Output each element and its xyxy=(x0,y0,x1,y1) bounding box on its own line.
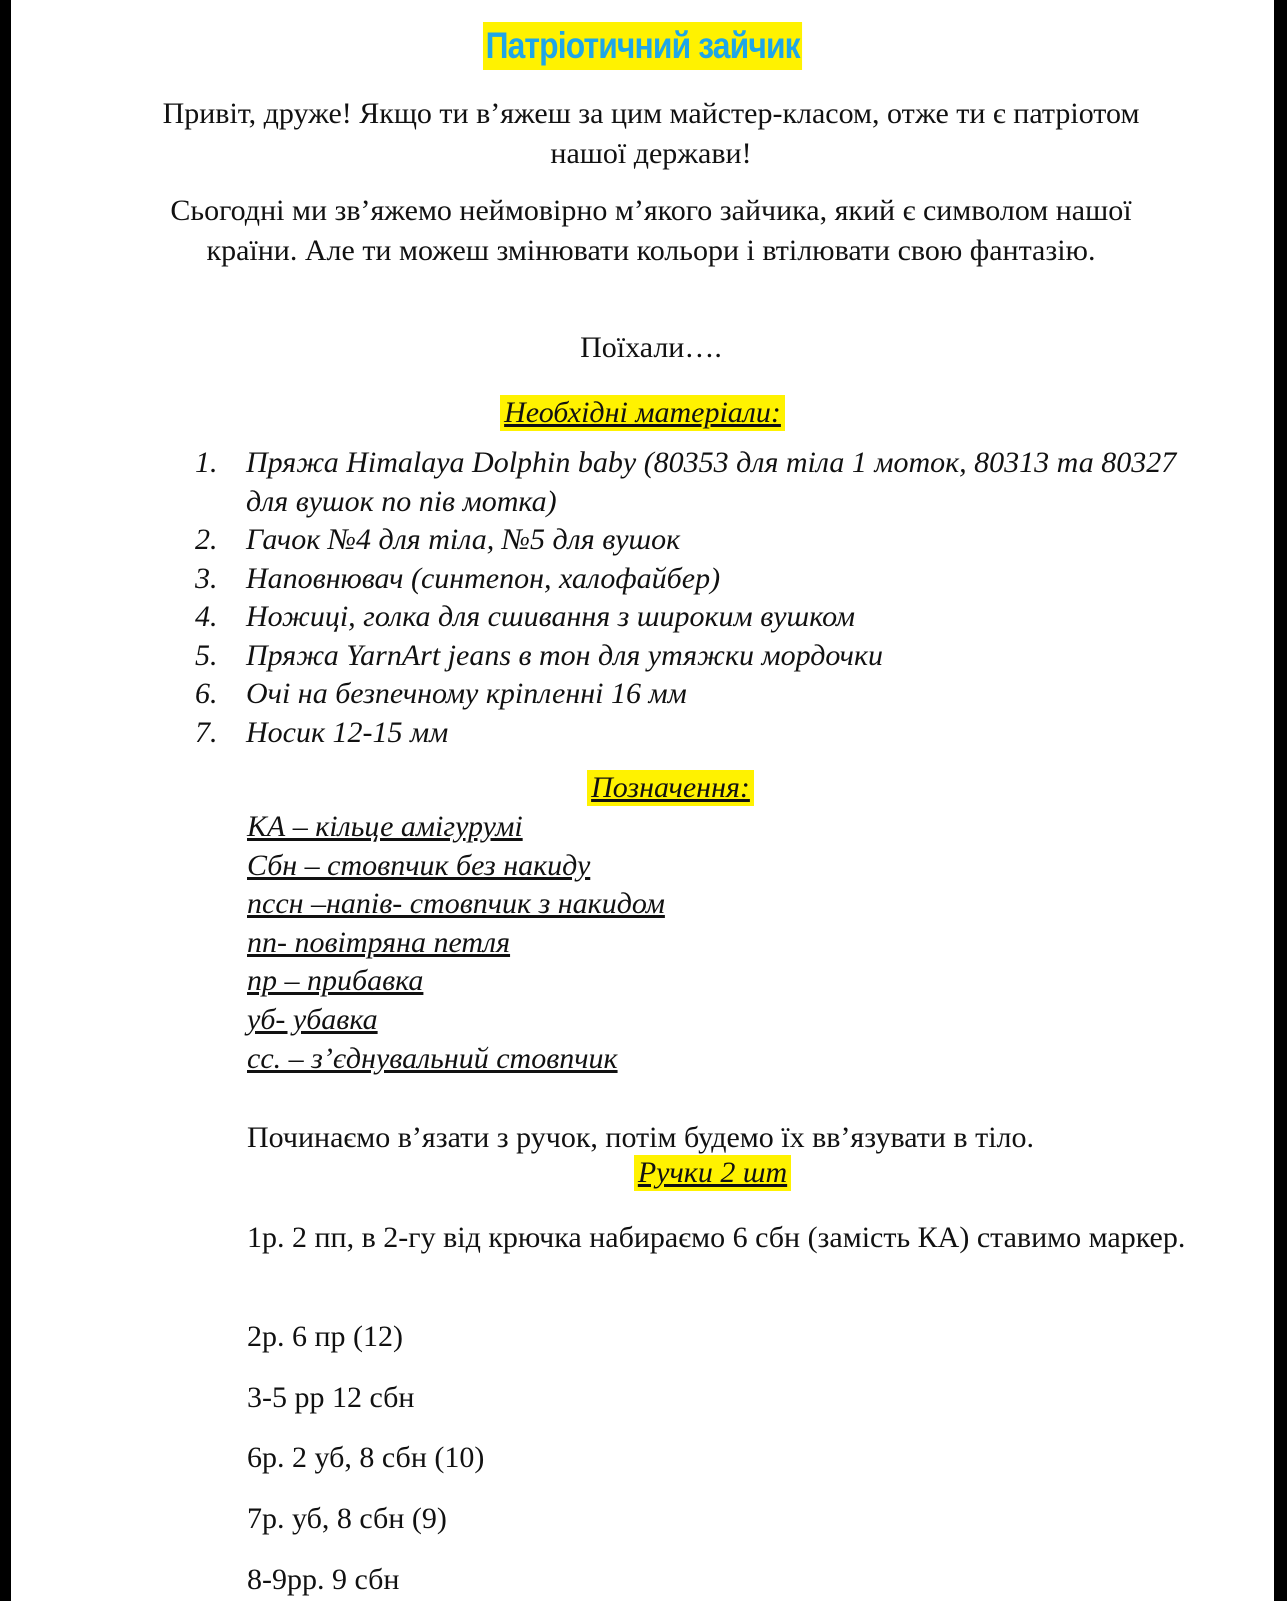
legend-item: пп- повітряна петля xyxy=(247,925,511,959)
list-item-number: 1. xyxy=(195,446,218,479)
start-instruction: Починаємо в’язати з ручок, потім будемо їх вв’язувати в тіло. xyxy=(247,1121,1035,1154)
arms-heading: Ручки 2 шт xyxy=(634,1155,791,1191)
list-item-number: 2. xyxy=(195,523,218,556)
list-item-text: Пряжа Himalaya Dolphin baby (80353 для тіла 1 моток, 80313 та 80327 для вушок по пів мотка) xyxy=(246,446,1177,518)
list-item-text: Ножиці, голка для сшивання з широким вушком xyxy=(246,600,856,633)
materials-heading-container xyxy=(11,395,1274,431)
list-item xyxy=(195,714,1185,753)
legend-item: пссн –напів- стовпчик з накидом xyxy=(247,887,665,921)
list-item-number: 5. xyxy=(195,638,218,672)
legend-item: КА – кільце амігурумі xyxy=(247,810,523,843)
materials-list xyxy=(195,444,1185,752)
list-item xyxy=(195,637,1185,676)
legend-list xyxy=(247,808,665,1078)
list-item xyxy=(195,521,1185,560)
legend-item: уб- убавка xyxy=(247,1002,378,1036)
list-item-text: Наповнювач (синтепон, халофайбер) xyxy=(246,561,721,595)
list-item xyxy=(195,560,1185,599)
list-item-number: 4. xyxy=(195,600,218,633)
row-instruction: 7р. уб, 8 сбн (9) xyxy=(247,1502,447,1535)
list-item xyxy=(195,444,1185,521)
document-page xyxy=(11,0,1274,1601)
row-instruction: 3-5 рр 12 сбн xyxy=(247,1381,415,1414)
legend-item: пр – прибавка xyxy=(247,964,424,998)
list-item-number: 3. xyxy=(195,561,218,595)
list-item xyxy=(195,598,1185,637)
legend-heading-container xyxy=(11,770,1274,806)
row-instruction: 1р. 2 пп, в 2-гу від крючка набираємо 6 сбн (замість КА) ставимо маркер. xyxy=(247,1221,1186,1254)
document-title: Патріотичний зайчик xyxy=(483,22,802,70)
arms-heading-container xyxy=(11,1155,1274,1191)
intro-lets-go: Поїхали…. xyxy=(580,331,722,364)
legend-heading: Позначення: xyxy=(587,770,754,806)
list-item-text: Очі на безпечному кріпленні 16 мм xyxy=(246,677,687,710)
materials-heading: Необхідні матеріали: xyxy=(500,395,785,431)
row-instruction: 6р. 2 уб, 8 сбн (10) xyxy=(247,1441,485,1474)
row-instruction: 2р. 6 пр (12) xyxy=(247,1320,404,1353)
list-item-text: Пряжа YarnArt jeans в тон для утяжки мордочки xyxy=(246,638,883,672)
row-instruction: 8-9рр. 9 сбн xyxy=(247,1563,400,1596)
list-item-text: Гачок №4 для тіла, №5 для вушок xyxy=(246,523,681,556)
title-container xyxy=(11,22,1274,70)
intro-description: Сьогодні ми зв’яжемо неймовірно м’якого зайчика, який є символом нашої країни. Але ти можеш змінювати кольори і втілювати свою фантазію. xyxy=(170,194,1132,267)
list-item-text: Носик 12-15 мм xyxy=(246,715,449,749)
list-item-number: 7. xyxy=(195,715,218,749)
list-item xyxy=(195,675,1185,714)
list-item-number: 6. xyxy=(195,677,218,710)
legend-item: Сбн – стовпчик без накиду xyxy=(247,848,591,882)
legend-item: сс. – з’єднувальний стовпчик xyxy=(247,1041,618,1075)
intro-greeting: Привіт, друже! Якщо ти в’яжеш за цим майстер-класом, отже ти є патріотом нашої держави! xyxy=(162,97,1140,170)
